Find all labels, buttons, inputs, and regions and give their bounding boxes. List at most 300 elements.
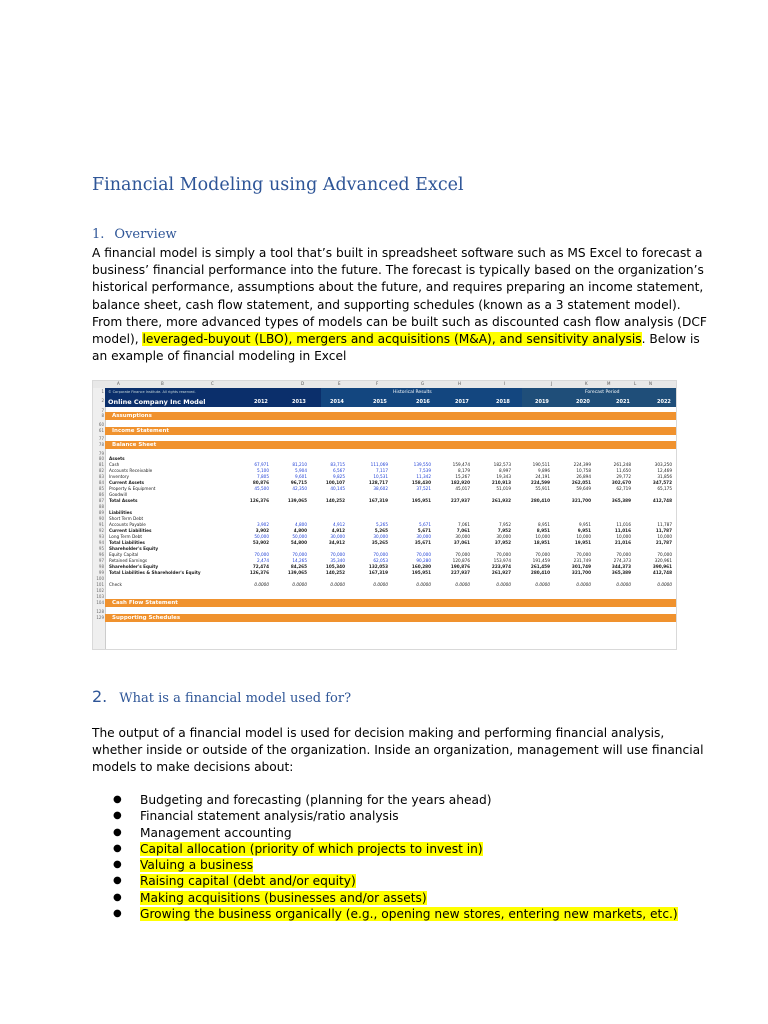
- sheet-cell: 11,650: [616, 468, 631, 473]
- sheet-cell: 0.0000: [254, 582, 269, 587]
- sheet-cell: 38,602: [373, 486, 388, 491]
- sheet-section-label: Supporting Schedules: [112, 615, 181, 621]
- sheet-cell: 8,951: [536, 528, 550, 533]
- sheet-cell: 14,265: [292, 558, 307, 563]
- row-label: Assets: [109, 456, 125, 461]
- overview-line: [92, 262, 704, 279]
- bullet-item: [113, 841, 678, 857]
- row-number: 88: [98, 504, 104, 509]
- row-number: 97: [98, 558, 104, 563]
- sheet-cell: 412,748: [652, 570, 672, 575]
- row-label: Check: [109, 582, 122, 587]
- sheet-cell: 7,061: [456, 528, 470, 533]
- sheet-cell: 70,000: [496, 552, 511, 557]
- year-header: 2017: [455, 399, 469, 405]
- sheet-cell: 4,912: [333, 522, 345, 527]
- sheet-cell: 7,805: [257, 474, 269, 479]
- sheet-cell: 70,000: [292, 552, 307, 557]
- row-number: 61: [98, 428, 104, 433]
- sheet-cell: 42,350: [292, 486, 307, 491]
- highlighted-text: leveraged-buyout (LBO), mergers and acquisitions (M&A), and sensitivity analysis: [142, 332, 642, 347]
- column-letter: M: [607, 381, 611, 386]
- overview-line: [92, 348, 682, 365]
- row-label: Total Liabilities: [109, 540, 145, 545]
- bullet-item: [113, 857, 678, 873]
- row-label: Accounts Payable: [109, 522, 146, 527]
- sheet-cell: 274,373: [613, 558, 631, 563]
- sheet-cell: 105,340: [325, 564, 345, 569]
- sheet-cell: 227,937: [450, 570, 470, 575]
- sheet-cell: 50,000: [254, 534, 269, 539]
- sheet-cell: 9,951: [579, 522, 591, 527]
- column-letter: N: [649, 381, 652, 386]
- overview-text: . Below is: [641, 332, 700, 347]
- row-label: Long Term Debt: [109, 534, 143, 539]
- column-letter: B: [161, 381, 164, 386]
- sheet-cell: 140,252: [325, 570, 345, 575]
- sheet-cell: 5,265: [374, 528, 388, 533]
- row-number: 96: [98, 552, 104, 557]
- sheet-cell: 12,469: [657, 468, 672, 473]
- sheet-cell: 9,601: [295, 474, 307, 479]
- usage-line: The output of a financial model is used for decision making and performing financial analysis,: [92, 726, 665, 740]
- sheet-cell: 11,787: [655, 528, 672, 533]
- sheet-cell: 30,000: [373, 534, 388, 539]
- row-number: 1: [101, 389, 104, 394]
- bullet-item: [113, 792, 678, 808]
- sheet-cell: 50,000: [292, 534, 307, 539]
- sheet-cell: 139,065: [287, 570, 307, 575]
- overview-line: [92, 279, 704, 296]
- row-number: 89: [98, 510, 104, 515]
- sheet-cell: 19,343: [496, 474, 511, 479]
- document-title: Financial Modeling using Advanced Excel: [92, 175, 464, 195]
- historical-label: Historical Results: [393, 390, 432, 395]
- row-number: 93: [98, 534, 104, 539]
- sheet-cell: 29,772: [616, 474, 631, 479]
- sheet-cell: 84,265: [290, 564, 307, 569]
- sheet-cell: 4,800: [293, 528, 307, 533]
- sheet-cell: 35,671: [414, 540, 431, 545]
- overview-text: model),: [92, 332, 143, 347]
- sheet-cell: 35,265: [371, 540, 388, 545]
- row-number: 60: [98, 422, 104, 427]
- bullet-dot: ●: [113, 842, 122, 854]
- sheet-cell: 30,000: [330, 534, 345, 539]
- column-letter: A: [117, 381, 120, 386]
- sheet-cell: 10,758: [576, 468, 591, 473]
- row-number: 7: [101, 408, 104, 413]
- row-number: 128: [96, 609, 104, 614]
- sheet-cell: 280,410: [530, 498, 550, 503]
- sheet-cell: 55,911: [535, 486, 550, 491]
- year-header: 2015: [373, 399, 387, 405]
- sheet-section-band: [105, 427, 676, 435]
- row-label: Liabilities: [109, 510, 133, 515]
- sheet-cell: 37,952: [494, 540, 511, 545]
- sheet-cell: 54,800: [290, 540, 307, 545]
- sheet-cell: 5,265: [376, 522, 388, 527]
- sheet-cell: 224,399: [573, 462, 591, 467]
- row-number: 78: [98, 442, 104, 447]
- sheet-cell: 0.0000: [373, 582, 388, 587]
- overview-paragraph: [92, 245, 707, 365]
- sheet-section-label: Balance Sheet: [112, 442, 157, 448]
- sheet-cell: 159,474: [452, 462, 470, 467]
- sheet-cell: 53,902: [252, 540, 269, 545]
- usage-paragraph: [92, 725, 704, 777]
- row-number: 85: [98, 486, 104, 491]
- year-header: 2019: [535, 399, 549, 405]
- row-number: 101: [96, 582, 104, 587]
- year-header: 2013: [292, 399, 306, 405]
- sheet-cell: 6,567: [333, 468, 345, 473]
- sheet-cell: 45,017: [455, 486, 470, 491]
- sheet-cell: 0.0000: [292, 582, 307, 587]
- sheet-cell: 365,389: [611, 498, 631, 503]
- sheet-cell: 10,000: [576, 534, 591, 539]
- row-number: 98: [98, 564, 104, 569]
- bullet-text: Financial statement analysis/ratio analysis: [140, 809, 399, 824]
- sheet-cell: 320,961: [654, 558, 672, 563]
- sheet-cell: 3,902: [255, 528, 269, 533]
- sheet-cell: 0.0000: [576, 582, 591, 587]
- row-label: Inventory: [109, 474, 130, 479]
- sheet-cell: 10,000: [535, 534, 550, 539]
- sheet-cell: 62,053: [373, 558, 388, 563]
- bullet-text: Raising capital (debt and/or equity): [140, 874, 356, 889]
- sheet-cell: 7,539: [419, 468, 431, 473]
- bullet-dot: ●: [113, 891, 122, 903]
- bullet-item: [113, 890, 678, 906]
- section-1-heading: [92, 227, 177, 242]
- bullet-item: [113, 825, 678, 841]
- sheet-cell: 40,145: [330, 486, 345, 491]
- sheet-cell: 412,748: [652, 498, 672, 503]
- bullet-item: [113, 808, 678, 824]
- sheet-cell: 365,389: [611, 570, 631, 575]
- sheet-cell: 9,825: [333, 474, 345, 479]
- bullet-dot: ●: [113, 908, 122, 920]
- sheet-cell: 30,000: [416, 534, 431, 539]
- forecast-label: Forecast Period: [585, 390, 620, 395]
- sheet-cell: 100,107: [325, 480, 345, 485]
- overview-line: [92, 245, 703, 262]
- usage-bullet-list: [113, 792, 678, 922]
- sheet-cell: 96,715: [290, 480, 307, 485]
- sheet-cell: 261,248: [613, 462, 631, 467]
- sheet-section-band: [105, 412, 676, 420]
- bullet-dot: ●: [113, 875, 122, 887]
- overview-text: A financial model is simply a tool that’s built in spreadsheet software such as MS Excel to forecast a: [92, 246, 703, 260]
- sheet-cell: 4,912: [331, 528, 345, 533]
- row-label: Cash: [109, 462, 120, 467]
- sheet-cell: 21,787: [655, 540, 672, 545]
- row-number: 77: [98, 436, 104, 441]
- sheet-cell: 120,876: [452, 558, 470, 563]
- sheet-cell: 21,016: [614, 540, 631, 545]
- sheet-cell: 70,000: [576, 552, 591, 557]
- bullet-text: Capital allocation (priority of which projects to invest in): [140, 841, 483, 856]
- sheet-cell: 7,952: [499, 522, 511, 527]
- sheet-cell: 139,065: [287, 498, 307, 503]
- sheet-cell: 70,000: [373, 552, 388, 557]
- sheet-cell: 160,280: [411, 564, 431, 569]
- column-letter: G: [421, 381, 425, 386]
- row-number: 84: [98, 480, 104, 485]
- sheet-cell: 80,876: [252, 480, 269, 485]
- sheet-cell: 8,951: [538, 522, 550, 527]
- bullet-text: Budgeting and forecasting (planning for the years ahead): [140, 793, 492, 807]
- sheet-cell: 303,250: [654, 462, 672, 467]
- column-letter: C: [211, 381, 214, 386]
- overview-text: an example of financial modeling in Excel: [92, 349, 347, 364]
- sheet-cell: 70,000: [616, 552, 631, 557]
- sheet-cell: 81,210: [292, 462, 307, 467]
- sheet-cell: 190,511: [532, 462, 550, 467]
- section-2-heading: [92, 687, 351, 706]
- row-number: 8: [101, 413, 104, 418]
- bullet-item: [113, 873, 678, 889]
- sheet-cell: 158,430: [411, 480, 431, 485]
- row-label: Current Liabilities: [109, 528, 152, 533]
- row-number: 95: [98, 546, 104, 551]
- sheet-cell: 261,927: [491, 570, 511, 575]
- row-number: 86: [98, 492, 104, 497]
- sheet-cell: 344,373: [611, 564, 631, 569]
- sheet-cell: 45,500: [254, 486, 269, 491]
- bullet-text: Valuing a business: [140, 858, 254, 873]
- section-2-number: 2.: [92, 687, 108, 706]
- sheet-cell: 111,069: [370, 462, 388, 467]
- sheet-cell: 347,572: [652, 480, 672, 485]
- sheet-cell: 182,920: [450, 480, 470, 485]
- row-label: Shareholder's Equity: [109, 564, 159, 569]
- sheet-cell: 9,896: [538, 468, 550, 473]
- sheet-cell: 37,521: [416, 486, 431, 491]
- sheet-cell: 59,649: [576, 486, 591, 491]
- row-number: 83: [98, 474, 104, 479]
- sheet-cell: 67,971: [254, 462, 269, 467]
- sheet-cell: 139,550: [413, 462, 431, 467]
- sheet-cell: 10,000: [657, 534, 672, 539]
- sheet-cell: 223,974: [491, 564, 511, 569]
- year-header: 2022: [657, 399, 671, 405]
- bullet-dot: ●: [113, 794, 122, 805]
- sheet-cell: 302,670: [611, 480, 631, 485]
- sheet-cell: 70,000: [535, 552, 550, 557]
- sheet-cell: 126,376: [249, 498, 269, 503]
- sheet-cell: 5,904: [295, 468, 307, 473]
- sheet-cell: 321,700: [571, 498, 591, 503]
- row-number: 94: [98, 540, 104, 545]
- usage-line: whether inside or outside of the organization. Inside an organization, management will use financial: [92, 743, 704, 758]
- year-header: 2014: [330, 399, 344, 405]
- column-letter: F: [376, 381, 379, 386]
- overview-text: balance sheet, cash flow statement, and supporting schedules (known as a 3 statement model).: [92, 297, 681, 312]
- bullet-item: [113, 906, 678, 922]
- sheet-cell: 132,053: [368, 564, 388, 569]
- row-label: Total Liabilities & Shareholder's Equity: [109, 570, 201, 575]
- row-label: Goodwill: [109, 492, 127, 497]
- sheet-cell: 11,016: [616, 522, 631, 527]
- sheet-cell: 262,051: [571, 480, 591, 485]
- row-number: 81: [98, 462, 104, 467]
- sheet-cell: 280,410: [530, 570, 550, 575]
- sheet-cell: 261,932: [491, 498, 511, 503]
- sheet-cell: 72,474: [252, 564, 269, 569]
- column-letter: J: [551, 381, 553, 386]
- sheet-cell: 153,974: [493, 558, 511, 563]
- sheet-cell: 8,179: [458, 468, 470, 473]
- sheet-cell: 10,000: [616, 534, 631, 539]
- row-number: 87: [98, 498, 104, 503]
- sheet-cell: 301,749: [571, 564, 591, 569]
- row-label: Short Term Debt: [109, 516, 144, 521]
- sheet-cell: 140,252: [325, 498, 345, 503]
- sheet-cell: 195,951: [411, 498, 431, 503]
- column-letter: H: [458, 381, 462, 386]
- sheet-section-label: Assumptions: [112, 413, 152, 419]
- sheet-cell: 11,787: [657, 522, 672, 527]
- year-header: 2016: [416, 399, 430, 405]
- sheet-cell: 24,191: [535, 474, 550, 479]
- sheet-section-band: [105, 441, 676, 449]
- year-header: 2018: [496, 399, 510, 405]
- year-header: 2012: [254, 399, 268, 405]
- sheet-section-band: [105, 599, 676, 607]
- bullet-text: Growing the business organically (e.g., opening new stores, entering new markets, etc.): [140, 907, 678, 922]
- column-letter: L: [634, 381, 637, 386]
- row-number: 129: [96, 615, 104, 620]
- column-letter: I: [504, 381, 506, 386]
- sheet-cell: 26,894: [576, 474, 591, 479]
- usage-line: models to make decisions about:: [92, 760, 294, 775]
- sheet-cell: 190,876: [450, 564, 470, 569]
- row-label: Accounts Receivable: [109, 468, 153, 473]
- sheet-cell: 191,459: [532, 558, 550, 563]
- sheet-cell: 224,599: [530, 480, 550, 485]
- sheet-cell: 70,000: [416, 552, 431, 557]
- sheet-cell: 0.0000: [496, 582, 511, 587]
- sheet-cell: 0.0000: [330, 582, 345, 587]
- overview-text: business’ financial performance into the future. The forecast is typically based on the organization’s: [92, 263, 704, 278]
- column-letter: K: [585, 381, 588, 386]
- row-number: 2: [101, 398, 104, 403]
- column-letter: E: [338, 381, 341, 386]
- sheet-cell: 35,340: [330, 558, 345, 563]
- sheet-cell: 182,573: [493, 462, 511, 467]
- sheet-cell: 321,700: [571, 570, 591, 575]
- sheet-cell: 30,000: [455, 534, 470, 539]
- sheet-cell: 227,937: [450, 498, 470, 503]
- sheet-section-label: Income Statement: [112, 428, 170, 434]
- sheet-cell: 0.0000: [416, 582, 431, 587]
- sheet-cell: 18,951: [533, 540, 550, 545]
- sheet-cell: 11,342: [416, 474, 431, 479]
- year-header: 2021: [616, 399, 630, 405]
- sheet-cell: 10,531: [373, 474, 388, 479]
- bullet-text: Making acquisitions (businesses and/or assets): [140, 890, 427, 905]
- sheet-cell: 7,061: [458, 522, 470, 527]
- spreadsheet-image: [92, 380, 677, 650]
- sheet-cell: 5,100: [257, 468, 269, 473]
- sheet-cell: 128,717: [368, 480, 388, 485]
- row-number: 104: [96, 600, 104, 605]
- sheet-cell: 5,671: [419, 522, 431, 527]
- sheet-cell: 19,951: [574, 540, 591, 545]
- sheet-section-label: Cash Flow Statement: [112, 600, 178, 606]
- sheet-cell: 4,800: [295, 522, 307, 527]
- sheet-cell: 210,913: [491, 480, 511, 485]
- row-label: Property & Equipment: [109, 486, 156, 491]
- sheet-cell: 11,016: [614, 528, 631, 533]
- overview-line: [92, 314, 707, 331]
- sheet-cell: 83,715: [330, 462, 345, 467]
- sheet-cell: 231,749: [573, 558, 591, 563]
- section-1-title: Overview: [114, 227, 177, 242]
- sheet-cell: 70,000: [657, 552, 672, 557]
- bullet-dot: ●: [113, 810, 122, 822]
- sheet-cell: 167,319: [368, 570, 388, 575]
- sheet-cell: 0.0000: [657, 582, 672, 587]
- row-label: Retained Earnings: [109, 558, 148, 563]
- sheet-cell: 126,376: [249, 570, 269, 575]
- sheet-cell: 30,000: [496, 534, 511, 539]
- sheet-cell: 9,951: [577, 528, 591, 533]
- section-2-title: What is a financial model used for?: [119, 691, 352, 706]
- row-number: 100: [96, 576, 104, 581]
- sheet-cell: 34,912: [328, 540, 345, 545]
- sheet-cell: 5,671: [417, 528, 431, 533]
- bullet-text: Management accounting: [140, 825, 292, 840]
- sheet-cell: 0.0000: [535, 582, 550, 587]
- sheet-cell: 51,019: [496, 486, 511, 491]
- row-number: 91: [98, 522, 104, 527]
- row-number: 80: [98, 456, 104, 461]
- sheet-cell: 70,000: [254, 552, 269, 557]
- section-1-number: 1.: [92, 227, 105, 242]
- overview-line: [92, 297, 682, 314]
- bullet-dot: ●: [113, 859, 122, 871]
- overview-text: From there, more advanced types of models can be built such as discounted cash flow analysis (DCF: [92, 314, 707, 329]
- row-number: 99: [98, 570, 104, 575]
- sheet-cell: 31,856: [657, 474, 672, 479]
- sheet-cell: 167,319: [368, 498, 388, 503]
- sheet-cell: 90,280: [416, 558, 431, 563]
- overview-line: [92, 331, 700, 348]
- sheet-cell: 37,061: [453, 540, 470, 545]
- row-number: 79: [98, 451, 104, 456]
- bullet-dot: ●: [113, 826, 122, 838]
- row-number: 90: [98, 516, 104, 521]
- sheet-section-band: [105, 614, 676, 622]
- sheet-cell: 70,000: [330, 552, 345, 557]
- sheet-cell: 7,952: [497, 528, 511, 533]
- row-label: Current Assets: [109, 480, 145, 485]
- sheet-cell: 0.0000: [616, 582, 631, 587]
- row-number: 82: [98, 468, 104, 473]
- sheet-cell: 62,719: [616, 486, 631, 491]
- column-letter: D: [301, 381, 305, 386]
- sheet-cell: 65,175: [657, 486, 672, 491]
- model-title: Online Company Inc Model: [108, 398, 206, 406]
- year-header: 2020: [576, 399, 590, 405]
- sheet-cell: 0.0000: [455, 582, 470, 587]
- sheet-cell: 390,961: [652, 564, 672, 569]
- sheet-cell: 3,902: [257, 522, 269, 527]
- sheet-cell: 195,951: [411, 570, 431, 575]
